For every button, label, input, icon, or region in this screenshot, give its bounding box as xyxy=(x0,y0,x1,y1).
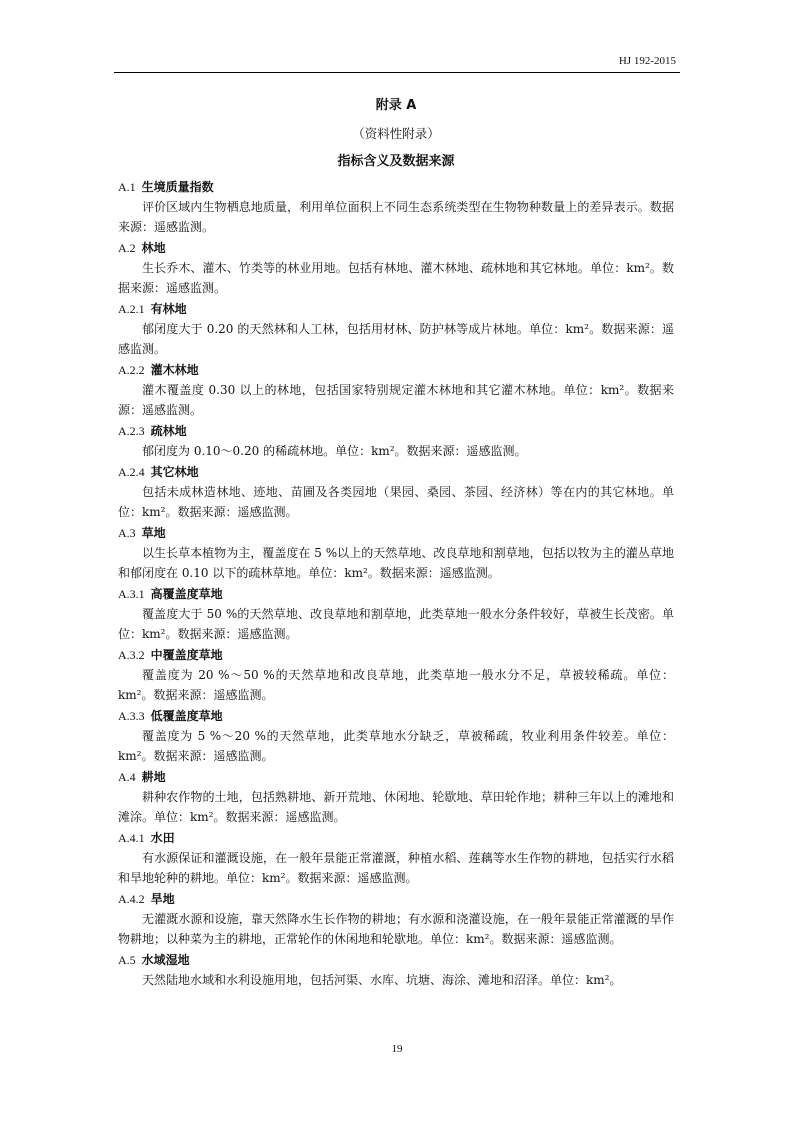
section-title: 生境质量指数 xyxy=(141,180,214,194)
section-title: 中覆盖度草地 xyxy=(150,648,223,662)
section-body: 评价区域内生物栖息地质量，利用单位面积上不同生态系统类型在生物物种数量上的差异表示。数据来源：遥感监测。 xyxy=(118,200,674,234)
header-divider xyxy=(114,72,680,73)
section-title: 水田 xyxy=(150,831,175,845)
section-heading xyxy=(118,360,674,380)
section-heading xyxy=(118,950,674,970)
section-title: 耕地 xyxy=(141,770,166,784)
section-body: 灌木覆盖度 0.30 以上的林地，包括国家特别规定灌木林地和其它灌木林地。单位：km²。数据来源：遥感监测。 xyxy=(118,383,674,417)
section-heading xyxy=(118,767,674,787)
section-title: 高覆盖度草地 xyxy=(150,587,223,601)
section-heading xyxy=(118,421,674,441)
section-number: A.3.3 xyxy=(118,709,145,723)
section-body: 天然陆地水域和水利设施用地，包括河渠、水库、坑塘、海涂、滩地和沼泽。单位：km²。 xyxy=(142,973,622,987)
section-heading xyxy=(118,177,674,197)
section-title: 疏林地 xyxy=(150,424,187,438)
section-heading xyxy=(118,523,674,543)
section-heading xyxy=(118,584,674,604)
section-number: A.1 xyxy=(118,180,136,194)
section-number: A.5 xyxy=(118,953,136,967)
section-number: A.2 xyxy=(118,241,136,255)
section-heading xyxy=(118,706,674,726)
section-body: 有水源保证和灌溉设施，在一般年景能正常灌溉，种植水稻、莲藕等水生作物的耕地，包括实行水稻和旱地轮种的耕地。单位：km²。数据来源：遥感监测。 xyxy=(118,851,674,885)
section-body: 郁闭度大于 0.20 的天然林和人工林，包括用材林、防护林等成片林地。单位：km²。数据来源：遥感监测。 xyxy=(118,322,674,356)
section-heading xyxy=(118,828,674,848)
section-body: 覆盖度大于 50 %的天然草地、改良草地和割草地，此类草地一般水分条件较好，草被生长茂密。单位：km²。数据来源：遥感监测。 xyxy=(118,607,674,641)
section-title: 草地 xyxy=(141,526,166,540)
section-number: A.2.1 xyxy=(118,302,145,316)
section-body: 以生长草本植物为主，覆盖度在 5 %以上的天然草地、改良草地和割草地，包括以牧为主的灌丛草地和郁闭度在 0.10 以下的疏林草地。单位：km²。数据来源：遥感监测。 xyxy=(118,546,674,580)
section-number: A.4.2 xyxy=(118,892,145,906)
section-title: 灌木林地 xyxy=(150,363,199,377)
section-number: A.2.4 xyxy=(118,465,145,479)
section-heading xyxy=(118,299,674,319)
section-title: 有林地 xyxy=(150,302,187,316)
section-title: 林地 xyxy=(141,241,166,255)
section-body: 生长乔木、灌木、竹类等的林业用地。包括有林地、灌木林地、疏林地和其它林地。单位：km²。数据来源：遥感监测。 xyxy=(118,261,674,295)
section-number: A.4 xyxy=(118,770,136,784)
standard-code: HJ 192-2015 xyxy=(618,55,676,67)
appendix-subtitle: 指标含义及数据来源 xyxy=(337,154,455,169)
section-number: A.3.2 xyxy=(118,648,145,662)
section-number: A.3 xyxy=(118,526,136,540)
section-number: A.4.1 xyxy=(118,831,145,845)
section-title: 低覆盖度草地 xyxy=(150,709,223,723)
appendix-title: 附录 A xyxy=(375,98,417,113)
appendix-type: （资料性附录） xyxy=(352,126,440,141)
section-body: 郁闭度为 0.10～0.20 的稀疏林地。单位：km²。数据来源：遥感监测。 xyxy=(142,444,527,458)
section-number: A.2.3 xyxy=(118,424,145,438)
section-title: 旱地 xyxy=(150,892,175,906)
section-body: 包括未成林造林地、迹地、苗圃及各类园地（果园、桑园、茶园、经济林）等在内的其它林地。单位：km²。数据来源：遥感监测。 xyxy=(118,485,674,519)
section-body: 覆盖度为 20 %～50 %的天然草地和改良草地，此类草地一般水分不足，草被较稀疏。单位：km²。数据来源：遥感监测。 xyxy=(118,668,674,702)
section-heading xyxy=(118,645,674,665)
page-content xyxy=(118,92,674,990)
section-body: 无灌溉水源和设施，靠天然降水生长作物的耕地；有水源和浇灌设施，在一般年景能正常灌溉的旱作物耕地；以种菜为主的耕地，正常轮作的休闲地和轮歇地。单位：km²。数据来源：遥感监测。 xyxy=(118,912,674,946)
section-body: 耕种农作物的土地，包括熟耕地、新开荒地、休闲地、轮歇地、草田轮作地；耕种三年以上的滩地和滩涂。单位：km²。数据来源：遥感监测。 xyxy=(118,790,674,824)
section-number: A.3.1 xyxy=(118,587,145,601)
section-body: 覆盖度为 5 %～20 %的天然草地，此类草地水分缺乏，草被稀疏，牧业利用条件较差。单位：km²。数据来源：遥感监测。 xyxy=(118,729,674,763)
section-title: 水域湿地 xyxy=(141,953,190,967)
section-list xyxy=(118,177,674,990)
section-heading xyxy=(118,462,674,482)
page-number: 19 xyxy=(391,1043,403,1055)
section-heading xyxy=(118,889,674,909)
section-number: A.2.2 xyxy=(118,363,145,377)
section-heading xyxy=(118,238,674,258)
section-title: 其它林地 xyxy=(150,465,199,479)
